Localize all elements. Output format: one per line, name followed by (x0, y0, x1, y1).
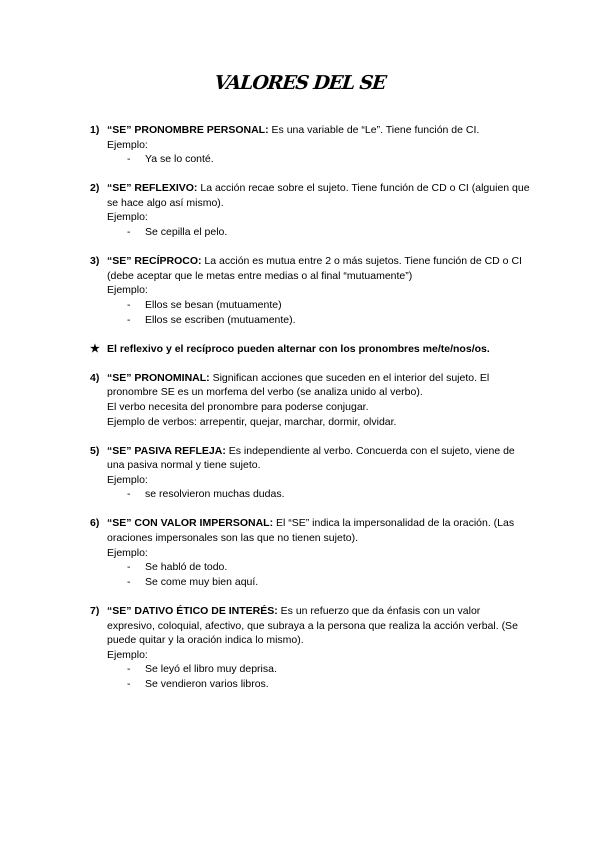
example-label: Ejemplo: (107, 648, 148, 661)
example-text: Se leyó el libro muy deprisa. (145, 663, 277, 676)
page-title: VALORES DEL SE (213, 72, 387, 94)
example-text: Se habló de todo. (145, 561, 228, 574)
example-text: Se come muy bien aquí. (145, 575, 259, 588)
item-heading: “SE” PASIVA REFLEJA: (107, 444, 226, 457)
item-text: El “SE” indica la impersonalidad de la oración. (Las oraciones impersonales son las que no tienen sujeto). (107, 517, 515, 545)
example-item (107, 225, 530, 240)
dash-bullet: - (127, 298, 131, 311)
item-number: 5) (90, 444, 100, 457)
content (90, 123, 530, 706)
example-item (107, 487, 530, 502)
example-text: Ellos se escriben (mutuamente). (145, 313, 296, 326)
item-number: 4) (90, 371, 100, 384)
item-heading: “SE” CON VALOR IMPERSONAL: (107, 517, 274, 530)
example-item (107, 152, 530, 167)
example-item (107, 677, 530, 692)
item-number: 3) (90, 255, 100, 268)
example-text: Se vendieron varios libros. (145, 677, 269, 690)
dash-bullet: - (127, 313, 131, 326)
item-text: Es un refuerzo que da énfasis con un valor expresivo, coloquial, afectivo, que subraya a la persona que realiza la acción verbal. (Se puede quitar y la oración indica lo mismo). (107, 604, 518, 647)
item-number: 1) (90, 124, 100, 136)
item-heading: “SE” DATIVO ÉTICO DE INTERÉS: (107, 604, 278, 617)
note-item (90, 342, 530, 357)
example-label: Ejemplo: (107, 284, 148, 297)
list-item (90, 444, 530, 502)
example-list (107, 225, 530, 240)
note-text: El reflexivo y el recíproco pueden alternar con los pronombres me/te/nos/os. (107, 342, 490, 355)
item-heading: “SE” PRONOMINAL: (107, 371, 210, 384)
item-heading: “SE” REFLEXIVO: (107, 182, 198, 195)
example-list (107, 662, 530, 691)
list-item (90, 516, 530, 589)
example-label: Ejemplo: (107, 211, 148, 224)
item-text: Es independiente al verbo. Concuerda con el sujeto, viene de una pasiva normal y tiene sujeto. (107, 444, 515, 472)
item-number: 7) (90, 604, 100, 617)
item-text: Es una variable de “Le”. Tiene función de CI. (268, 124, 480, 136)
star-icon: ★ (90, 342, 100, 355)
example-list (107, 560, 530, 589)
example-text: Ya se lo conté. (145, 153, 214, 166)
list-item (90, 123, 530, 167)
item-heading: “SE” RECÍPROCO: (107, 255, 202, 268)
item-extra-line: El verbo necesita del pronombre para poderse conjugar. (107, 400, 369, 413)
list-item (90, 604, 530, 692)
example-label: Ejemplo: (107, 138, 148, 151)
example-item (107, 662, 530, 677)
example-list (107, 152, 530, 167)
item-heading: “SE” PRONOMBRE PERSONAL: (107, 124, 269, 136)
example-label: Ejemplo: (107, 473, 148, 486)
dash-bullet: - (127, 677, 131, 690)
example-item (107, 560, 530, 575)
dash-bullet: - (127, 153, 131, 166)
list-item (90, 371, 530, 429)
item-extra-line: Ejemplo de verbos: arrepentir, quejar, marchar, dormir, olvidar. (107, 415, 397, 428)
dash-bullet: - (127, 488, 131, 501)
item-number: 2) (90, 182, 100, 195)
example-text: se resolvieron muchas dudas. (145, 488, 285, 501)
item-text: La acción es mutua entre 2 o más sujetos. Tiene función de CD o CI (debe aceptar que le metas entre medias o al final “mutuamente”) (107, 255, 522, 282)
example-text: Se cepilla el pelo. (145, 226, 228, 239)
list-item (90, 254, 530, 327)
example-list (107, 487, 530, 502)
example-list (107, 298, 530, 327)
list-item (90, 181, 530, 239)
example-label: Ejemplo: (107, 546, 148, 559)
item-text: La acción recae sobre el sujeto. Tiene función de CD o CI (alguien que se hace algo así mismo). (107, 182, 530, 209)
item-number: 6) (90, 517, 100, 530)
dash-bullet: - (127, 561, 131, 574)
item-text: Significan acciones que suceden en el interior del sujeto. El pronombre SE es un morfema del verbo (se analiza unido al verbo). (107, 371, 490, 399)
example-item (107, 575, 530, 590)
example-text: Ellos se besan (mutuamente) (145, 298, 282, 311)
dash-bullet: - (127, 226, 131, 239)
example-item (107, 298, 530, 313)
example-item (107, 313, 530, 328)
dash-bullet: - (127, 575, 131, 588)
dash-bullet: - (127, 663, 131, 676)
